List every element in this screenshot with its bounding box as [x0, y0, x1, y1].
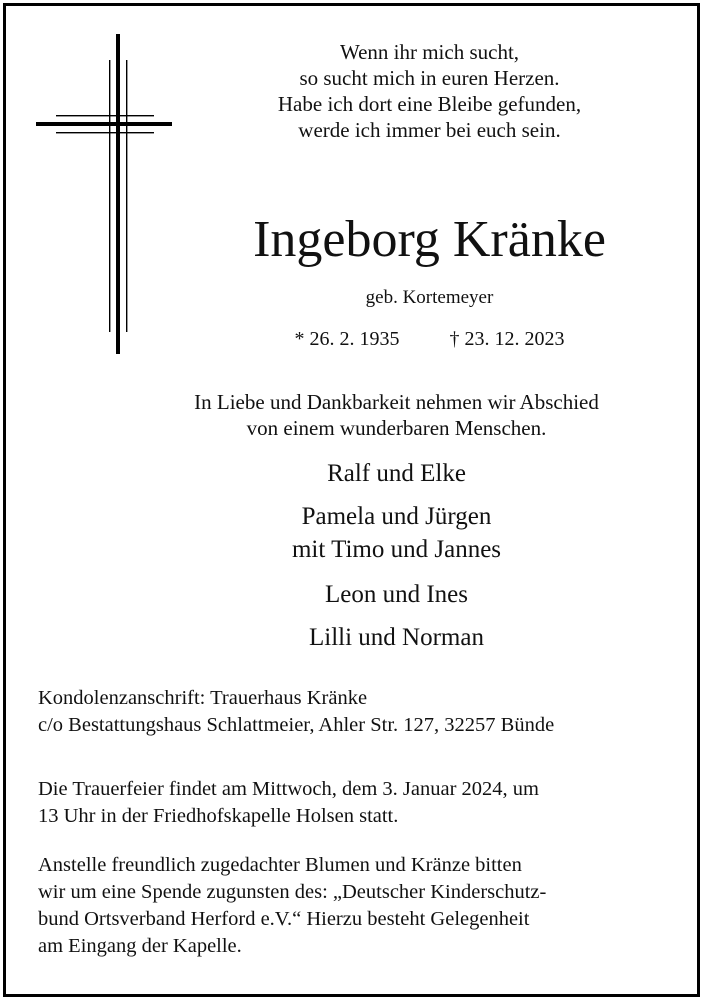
farewell-line: In Liebe und Dankbarkeit nehmen wir Abschied [194, 390, 599, 414]
condolence-address [38, 685, 667, 739]
family-member-line: Pamela und Jürgen [301, 503, 492, 530]
address-line: Kondolenzanschrift: Trauerhaus Kränke [38, 687, 368, 709]
donation-line: wir um eine Spende zugunsten des: „Deutscher Kinderschutz- [38, 881, 547, 903]
life-dates [202, 326, 657, 352]
farewell-line: von einem wunderbaren Menschen. [246, 416, 547, 440]
family-member: Leon und Ines [324, 581, 469, 608]
poem-line: Wenn ihr mich sucht, [339, 40, 520, 64]
service-line: Die Trauerfeier findet am Mittwoch, dem 3. Januar 2024, um [38, 778, 539, 800]
family-member-line: mit Timo und Jannes [291, 536, 502, 563]
farewell-text [126, 389, 667, 441]
donation-line: am Eingang der Kapelle. [38, 935, 242, 957]
donation-request [38, 852, 667, 960]
poem [202, 39, 657, 143]
donation-line: Anstelle freundlich zugedachter Blumen und Kränze bitten [38, 854, 522, 876]
poem-line: so sucht mich in euren Herzen. [299, 66, 560, 90]
cross-icon [36, 34, 172, 354]
family-member: Lilli und Norman [309, 624, 484, 651]
family-member [126, 500, 667, 566]
funeral-service-info [38, 776, 667, 830]
family-member: Ralf und Elke [327, 460, 466, 487]
birth-date: * 26. 2. 1935 [294, 328, 400, 350]
birth-name: geb. Kortemeyer [365, 287, 494, 308]
death-date: † 23. 12. 2023 [449, 328, 565, 350]
service-line: 13 Uhr in der Friedhofskapelle Holsen statt. [38, 805, 399, 827]
address-line: c/o Bestattungshaus Schlattmeier, Ahler Str. 127, 32257 Bünde [38, 714, 555, 736]
deceased-name: Ingeborg Kränke [253, 211, 606, 268]
poem-line: werde ich immer bei euch sein. [298, 118, 561, 142]
obituary-notice [3, 3, 700, 997]
poem-line: Habe ich dort eine Bleibe gefunden, [277, 92, 582, 116]
donation-line: bund Ortsverband Herford e.V.“ Hierzu besteht Gelegenheit [38, 908, 530, 930]
